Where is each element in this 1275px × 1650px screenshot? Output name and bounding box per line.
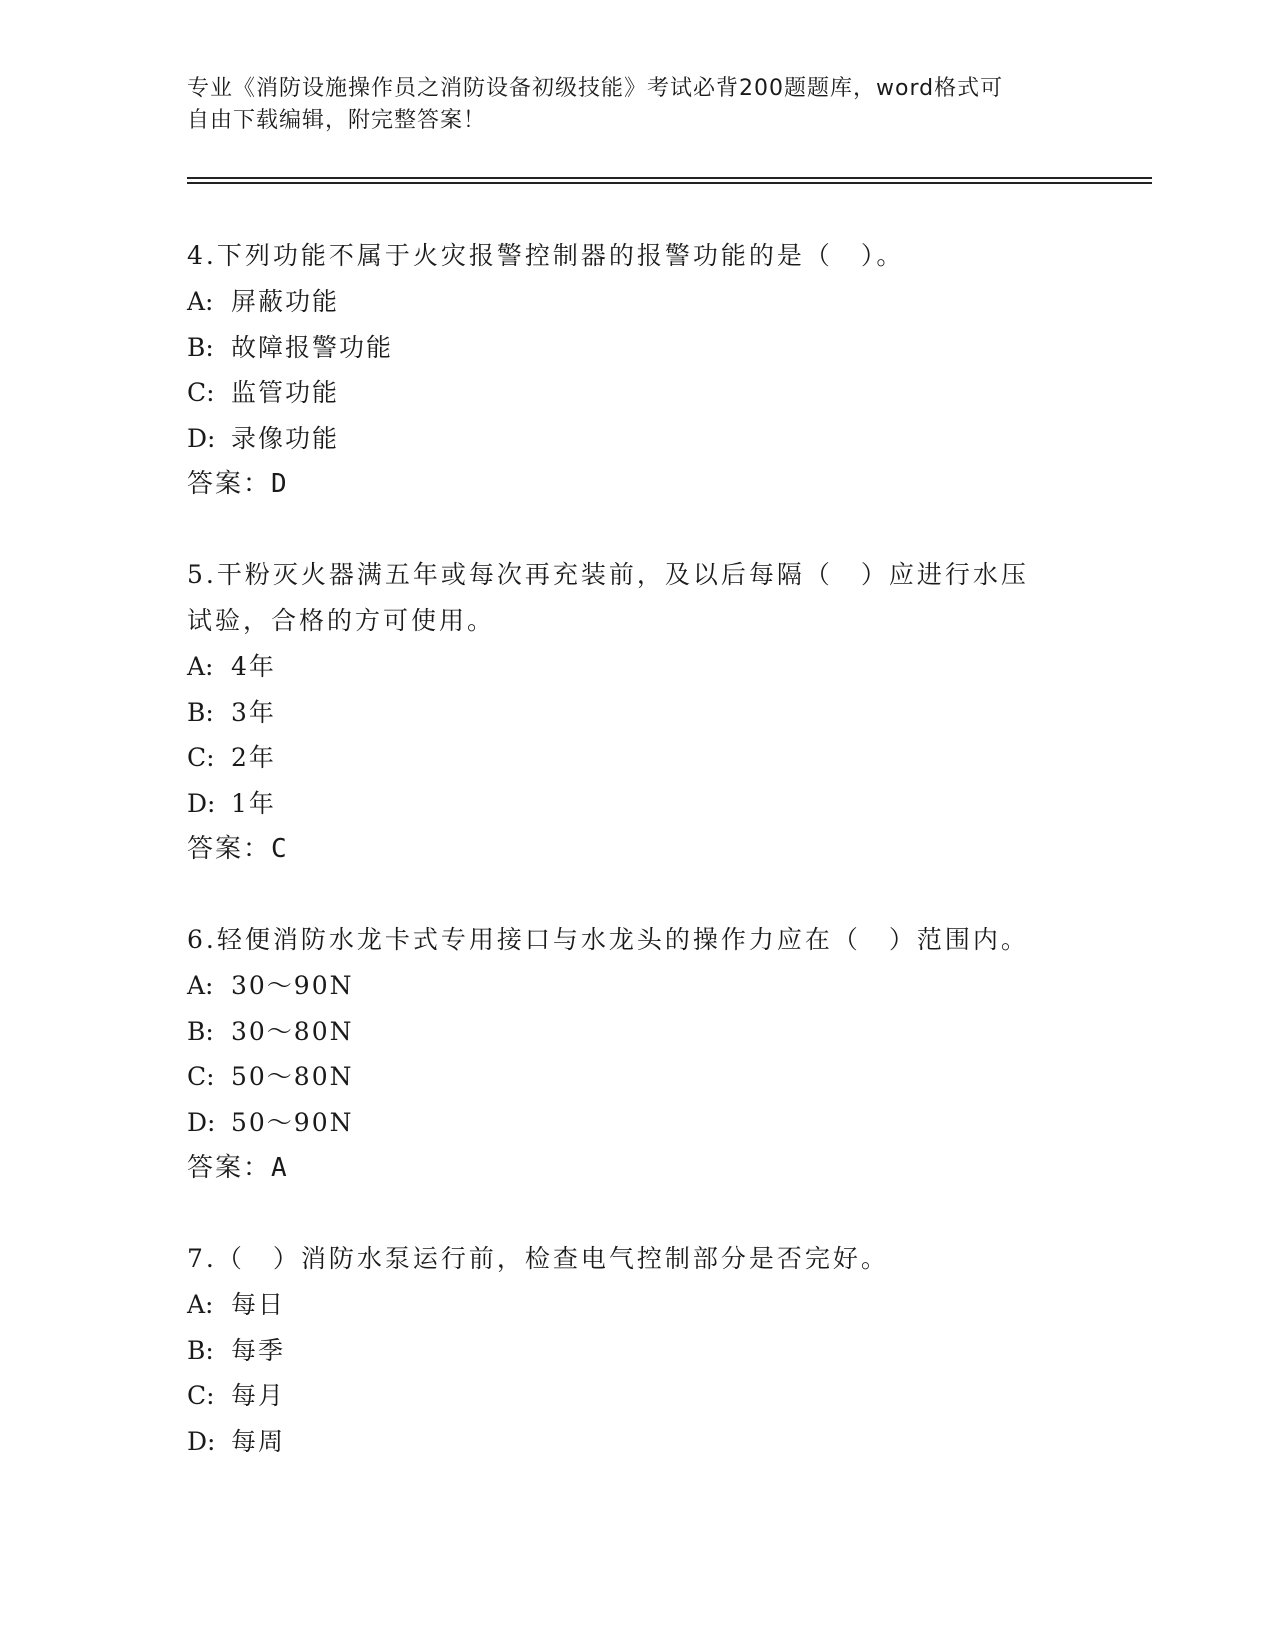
option-text: 每季	[231, 1335, 286, 1365]
option-d	[187, 1100, 1087, 1146]
answer-label: 答案：	[187, 1153, 272, 1183]
option-letter: B:	[187, 1335, 214, 1365]
option-text: 录像功能	[231, 423, 340, 453]
question-5	[187, 552, 1087, 872]
question-text-line-1: 5.干粉灭火器满五年或每次再充装前，及以后每隔（ ）应进行水压	[187, 560, 1029, 589]
option-text: 每周	[231, 1426, 286, 1456]
option-text: 监管功能	[231, 378, 340, 407]
option-c	[187, 735, 1087, 781]
question-4	[187, 233, 1087, 507]
option-c	[187, 1054, 1087, 1100]
option-text: 故障报警功能	[231, 332, 394, 362]
option-text: 50～90N	[231, 1107, 354, 1137]
option-c	[187, 370, 1087, 416]
option-d	[187, 1419, 1087, 1465]
answer-value: C	[271, 834, 289, 864]
option-letter: D:	[187, 788, 216, 818]
option-letter: C:	[187, 743, 215, 772]
question-text: 6.轻便消防水龙卡式专用接口与水龙头的操作力应在（ ）范围内。	[187, 925, 1029, 954]
option-a	[187, 1282, 1087, 1328]
option-text: 50～80N	[231, 1062, 354, 1091]
header-divider-top	[187, 177, 1152, 179]
option-text: 每日	[231, 1290, 286, 1319]
option-b	[187, 1009, 1087, 1055]
option-a	[187, 279, 1087, 325]
question-text: 7.（ ）消防水泵运行前，检查电气控制部分是否完好。	[187, 1244, 889, 1273]
option-letter: B:	[187, 332, 214, 362]
header-divider-bottom	[187, 182, 1152, 184]
answer-label: 答案：	[187, 469, 272, 499]
option-d	[187, 781, 1087, 827]
answer	[187, 461, 1087, 507]
option-a	[187, 644, 1087, 690]
option-text: 1年	[231, 788, 276, 818]
question-6	[187, 917, 1087, 1191]
header-line-1: 专业《消防设施操作员之消防设备初级技能》考试必背200题题库，word格式可	[187, 76, 1004, 101]
option-letter: A:	[187, 287, 214, 316]
option-text: 屏蔽功能	[231, 287, 340, 316]
option-d	[187, 416, 1087, 462]
option-text: 2年	[231, 743, 276, 772]
option-c	[187, 1373, 1087, 1419]
answer-value: D	[271, 469, 289, 499]
option-text: 30～80N	[231, 1016, 354, 1046]
answer-label: 答案：	[187, 834, 272, 864]
question-7	[187, 1236, 1087, 1464]
question-text: 4.下列功能不属于火灾报警控制器的报警功能的是（ ）。	[187, 241, 905, 270]
header-line-2: 自由下载编辑，附完整答案！	[187, 108, 487, 133]
answer	[187, 1145, 1087, 1191]
option-text: 3年	[231, 697, 276, 727]
option-b	[187, 690, 1087, 736]
option-text: 4年	[231, 652, 276, 681]
option-letter: D:	[187, 423, 216, 453]
option-text: 30～90N	[231, 971, 354, 1000]
option-letter: C:	[187, 1062, 215, 1091]
question-text-line-2: 试验，合格的方可使用。	[187, 606, 496, 635]
option-letter: A:	[187, 971, 214, 1000]
option-letter: A:	[187, 1290, 214, 1319]
option-b	[187, 325, 1087, 371]
document-header	[187, 73, 1087, 137]
option-b	[187, 1328, 1087, 1374]
option-letter: D:	[187, 1426, 216, 1456]
option-letter: C:	[187, 378, 215, 407]
option-a	[187, 963, 1087, 1009]
answer	[187, 826, 1087, 872]
option-letter: B:	[187, 1016, 214, 1046]
answer-value: A	[271, 1153, 289, 1183]
option-letter: A:	[187, 652, 214, 681]
option-letter: D:	[187, 1107, 216, 1137]
option-letter: C:	[187, 1381, 215, 1410]
option-letter: B:	[187, 697, 214, 727]
option-text: 每月	[231, 1381, 286, 1410]
